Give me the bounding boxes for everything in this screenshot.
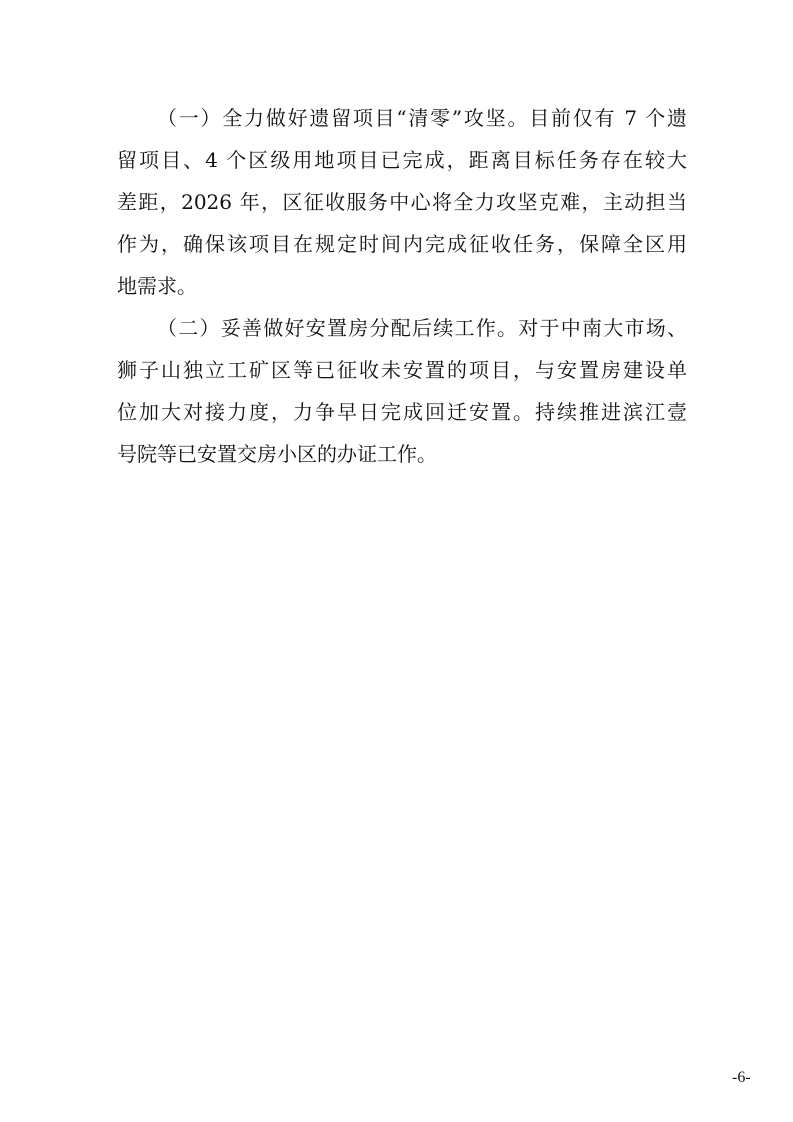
paragraph-line: 地需求。 [117,274,197,298]
paragraph-2 [117,307,687,475]
paragraph-line: 号院等已安置交房小区的办证工作。 [117,442,437,466]
page-number: -6- [732,1069,751,1086]
paragraph-line: 作为，确保该项目在规定时间内完成征收任务，保障全区用 [117,232,687,256]
paragraph-1 [117,97,687,307]
paragraph-line: 位加大对接力度，力争早日完成回迁安置。持续推进滨江壹 [117,400,687,424]
paragraph-line: 差距，2026 年，区征收服务中心将全力攻坚克难，主动担当 [117,190,687,214]
paragraph-line: （一）全力做好遗留项目“清零”攻坚。目前仅有 7 个遗 [157,106,687,130]
paragraph-line: （二）妥善做好安置房分配后续工作。对于中南大市场、 [157,316,687,340]
paragraph-line: 狮子山独立工矿区等已征收未安置的项目，与安置房建设单 [117,358,687,382]
body-text [117,97,687,475]
paragraph-line: 留项目、4 个区级用地项目已完成，距离目标任务存在较大 [117,148,687,172]
